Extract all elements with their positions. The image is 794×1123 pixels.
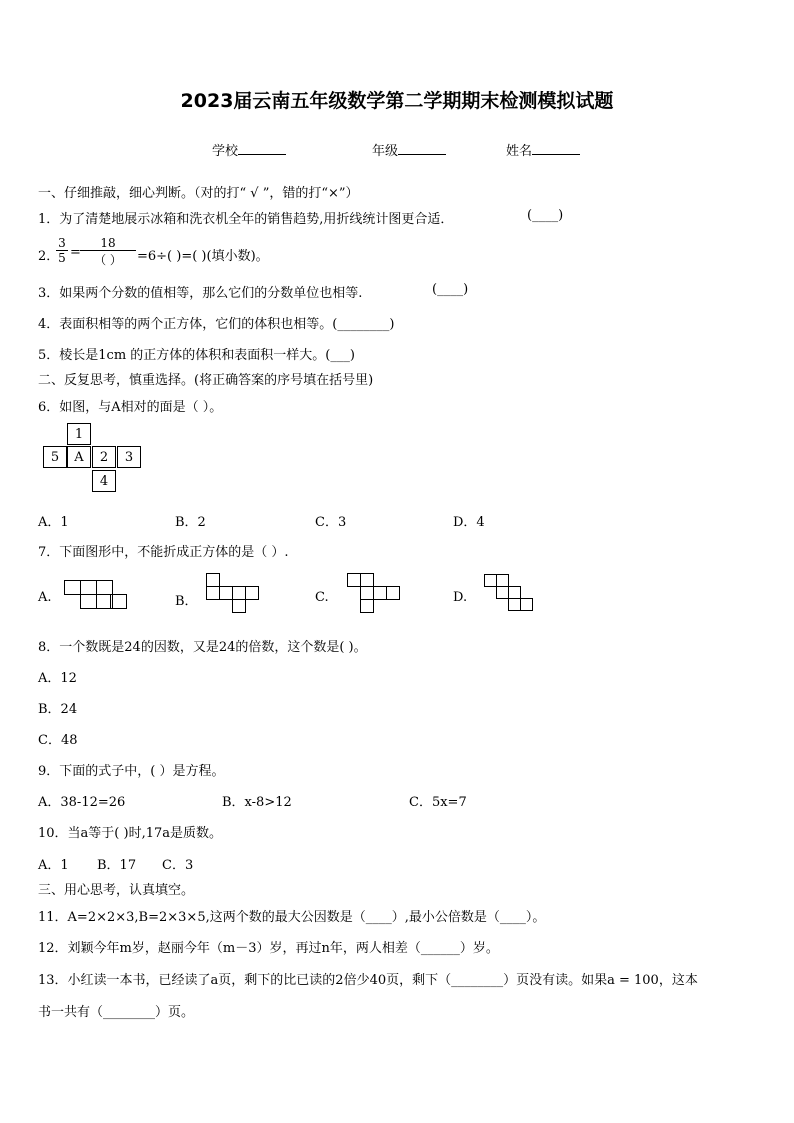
school-label: 学校: [212, 144, 239, 159]
net-cell-2: 2: [92, 446, 116, 468]
q7-net-d: [484, 574, 536, 618]
net-cell-1: 1: [67, 423, 91, 445]
q7-net-a: [64, 580, 128, 612]
question-3: 3．如果两个分数的值相等，那么它们的分数单位也相等.: [38, 286, 363, 301]
q8-option-b[interactable]: B．24: [38, 702, 78, 717]
question-6: 6．如图，与A相对的面是（ ）。: [38, 400, 223, 415]
q8-option-c[interactable]: C．48: [38, 733, 78, 748]
net-cell-4: 4: [92, 470, 116, 492]
question-1: 1．为了清楚地展示冰箱和洗衣机全年的销售趋势,用折线统计图更合适．: [38, 212, 454, 227]
q7-option-b[interactable]: B．: [175, 594, 198, 609]
question-13-line-2: 书一共有（________）页。: [38, 1005, 195, 1020]
q7-option-a[interactable]: A.: [38, 590, 52, 605]
question-2-equals: =: [70, 245, 81, 260]
net-cell-3: 3: [117, 446, 141, 468]
question-11: 11．A=2×2×3,B=2×3×5,这两个数的最大公因数是（____）,最小公倍数是（____）。: [38, 910, 546, 925]
q7-option-c[interactable]: C.: [315, 590, 329, 605]
question-9: 9．下面的式子中，( ）是方程。: [38, 764, 225, 779]
question-10: 10．当a等于( )时,17a是质数。: [38, 826, 222, 841]
question-2-number: 2．: [38, 249, 60, 264]
question-5: 5．棱长是1cm 的正方体的体积和表面积一样大。(___): [38, 348, 355, 363]
section-1-heading: 一、仔细推敲，细心判断。（对的打“ √ ”，错的打“×”）: [38, 186, 359, 201]
question-4: 4．表面积相等的两个正方体，它们的体积也相等。(________): [38, 317, 395, 332]
question-2-rest: =6÷( )=( )(填小数)。: [137, 249, 269, 264]
name-field[interactable]: [506, 140, 580, 159]
net-cell-5: 5: [43, 446, 67, 468]
q6-option-a[interactable]: A．1: [38, 515, 69, 530]
question-2-fraction-1: [56, 236, 68, 265]
question-13-line-1: 13．小红读一本书，已经读了a页，剩下的比已读的2倍少40页，剩下（________）页没有读。如果a = 100，这本: [38, 973, 698, 988]
fraction-2-numerator: 18: [100, 236, 116, 250]
fraction-1-denominator: 5: [56, 250, 68, 265]
q6-option-d[interactable]: D．4: [453, 515, 485, 530]
q10-option-b[interactable]: B．17: [97, 858, 137, 873]
section-2-heading: 二、反复思考，慎重选择。(将正确答案的序号填在括号里): [38, 373, 374, 388]
q9-option-c[interactable]: C．5x=7: [409, 795, 467, 810]
q10-option-c[interactable]: C．3: [162, 858, 194, 873]
question-2-fraction-2: [80, 236, 136, 268]
question-12: 12．刘颖今年m岁，赵丽今年（m－3）岁，再过n年，两人相差（______）岁。: [38, 941, 499, 956]
q7-option-d[interactable]: D.: [453, 590, 468, 605]
question-3-blank[interactable]: (____): [432, 282, 469, 297]
question-7: 7．下面图形中，不能折成正方体的是（ ）.: [38, 545, 289, 560]
name-label: 姓名: [506, 144, 533, 159]
school-field[interactable]: [212, 140, 286, 159]
page-title: 2023届云南五年级数学第二学期期末检测模拟试题: [180, 90, 614, 112]
q6-option-b[interactable]: B．2: [175, 515, 206, 530]
q7-net-b: [206, 573, 264, 617]
fraction-2-denominator: （ ）: [80, 250, 136, 268]
q8-option-a[interactable]: A．12: [38, 671, 77, 686]
section-3-heading: 三、用心思考，认真填空。: [38, 883, 195, 898]
net-cell-a: A: [67, 446, 91, 468]
q9-option-a[interactable]: A．38-12=26: [38, 795, 126, 810]
question-1-blank[interactable]: (____): [527, 208, 564, 223]
q7-net-c: [347, 573, 405, 617]
fraction-1-numerator: 3: [58, 236, 66, 250]
question-8: 8．一个数既是24的因数，又是24的倍数，这个数是( )。: [38, 640, 367, 655]
q6-option-c[interactable]: C．3: [315, 515, 347, 530]
q10-option-a[interactable]: A．1: [38, 858, 69, 873]
grade-field[interactable]: [372, 140, 446, 159]
q9-option-b[interactable]: B．x-8>12: [222, 795, 292, 810]
grade-label: 年级: [372, 144, 399, 159]
